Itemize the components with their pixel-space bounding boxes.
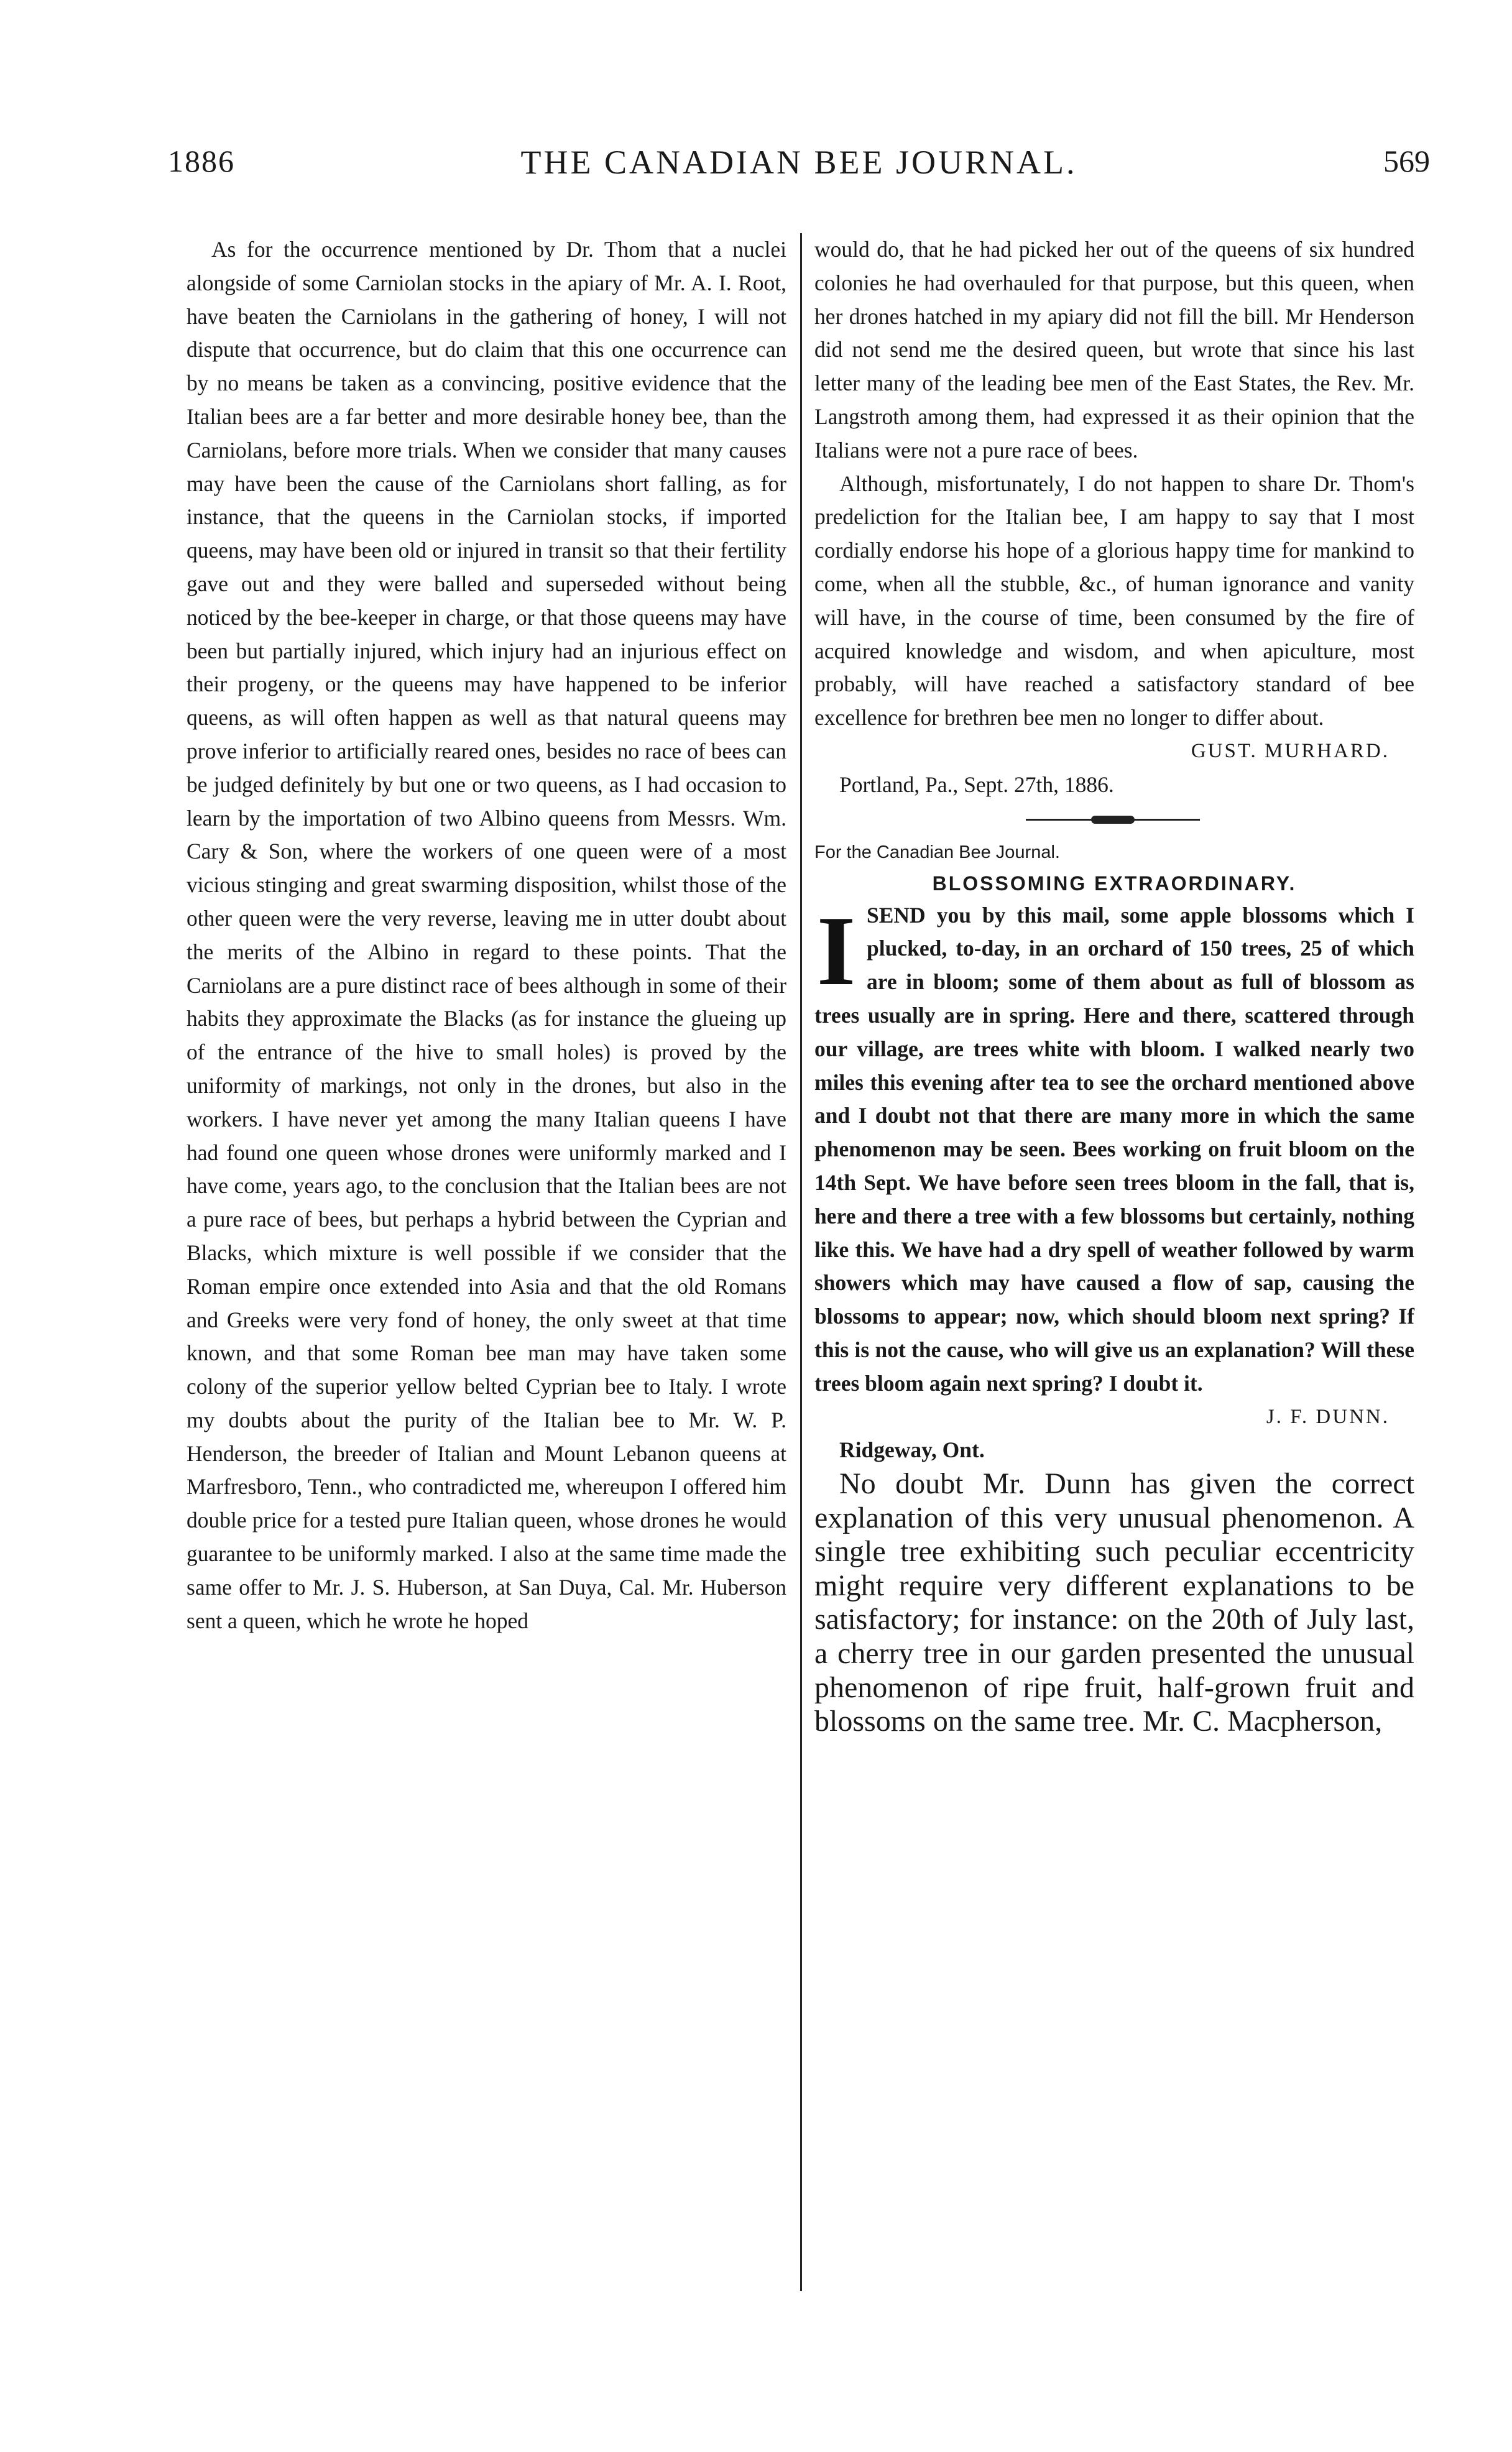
letter-signature: GUST. MURHARD. [1191,739,1390,762]
left-paragraph: As for the occurrence mentioned by Dr. Thom that a nuclei alongside of some Carniolan stocks in the apiary of Mr. A. I. Root, have beaten the Carniolans in the gathering of honey, I will not dispute that occurrence, but do claim that this one occurrence can by no means be taken as a convincing, positive evidence that the Italian bees are a far better and more desirable honey bee, than the Carniolans, before more trials. When we consider that many causes may have been the cause of the Carniolans short falling, as for instance, that the queens in the Carniolan stocks, if imported queens, may have been old or injured in transit so that their fertility gave out and they were balled and superseded without being noticed by the bee-keeper in charge, or that those queens may have been but partially injured, which injury had an injurious effect on their progeny, or the queens may have happened to be inferior queens, as will often happen as well as that natural queens may prove inferior to artificially reared ones, besides no race of bees can be judged definitely by but one or two queens, as I had occasion to learn by the importation of two Albino queens from Messrs. Wm. Cary & Son, where the workers of one queen were of a most vicious stinging and great swarming disposition, whilst those of the other queen were the very reverse, leaving me in utter doubt about the merits of the Albino in regard to these points. That the Carniolans are a pure distinct race of bees although in some of their habits they approximate the Blacks (as for instance the glueing up of the entrance of the hive to small holes) is proved by the uniformity of markings, not only in the drones, but also in the workers. I have never yet among the many Italian queens I have had found one queen whose drones were uniformly marked and I have come, years ago, to the conclusion that the Italian bees are not a pure race of bees, but perhaps a hybrid between the Cyprian and Blacks, which mixture is well possible if we consider that the Roman empire once extended into Asia and that the old Romans and Greeks were very fond of honey, the only sweet at that time known, and that some Roman bee man may have taken some colony of the superior yellow belted Cyprian bee to Italy. I wrote my doubts about the purity of the Italian bee to Mr. W. P. Henderson, the breeder of Italian and Mount Lebanon queens at Marfresboro, Tenn., who contradicted me, whereupon I offered him double price for a tested pure Italian queen, whose drones he would guarantee to be uniformly marked. I also at the same time made the same offer to Mr. J. S. Huberson, at San Duya, Cal. Mr. Huberson sent a queen, which he wrote he hoped [187,237,786,1633]
page-number: 569 [1383,144,1430,178]
journal-title: THE CANADIAN BEE JOURNAL. [520,144,1077,181]
page-header [168,143,1430,193]
letter-place-date: Portland, Pa., Sept. 27th, 1886. [839,772,1114,797]
article-body: SEND you by this mail, some apple blossoms which I plucked, to-day, in an orchard of 150 trees, 25 of which are in bloom; some of them about as full of blossom as trees usually are in spring. Here and there, scattered through our village, are trees white with bloom. I walked nearly two miles this evening after tea to see the orchard mentioned above and I doubt not that there are many more in which the same phenomenon may be seen. Bees working on fruit bloom on the 14th Sept. We have before seen trees bloom in the fall, that is, here and there a tree with a few blossoms but certainly, nothing like this. We have had a dry spell of weather followed by warm showers which may have caused a flow of sap, causing the blossoms to appear; now, which should bloom next spring? If this is not the cause, who will give us an explanation? Will these trees bloom again next spring? I doubt it. [814,902,1414,1396]
article-place: Ridgeway, Ont. [839,1437,985,1463]
article-title: BLOSSOMING EXTRAORDINARY. [932,872,1297,895]
article-signature: J. F. DUNN. [1266,1405,1390,1428]
left-column [187,233,786,1638]
drop-cap: I [816,895,856,1006]
article-body-block [814,895,1414,1401]
editor-note: No doubt Mr. Dunn has given the correct explanation of this very unusual phenomenon. A single tree exhibiting such peculiar eccentricity might require very different explanations to be satisfactory; for instance: on the 20th of July last, a cherry tree in our garden presented the unusual phenomenon of ripe fruit, half-grown fruit and blossoms on the same tree. Mr. C. Macpherson, [814,1467,1414,1738]
column-divider [800,233,802,2291]
continued-paragraph: would do, that he had picked her out of the queens of six hundred colonies he had overhauled for that purpose, but this queen, when her drones hatched in my apiary did not fill the bill. Mr Henderson did not send me the desired queen, but wrote that since his last letter many of the leading bee men of the East States, the Rev. Mr. Langstroth among them, had expressed it as their opinion that the Italians were not a pure race of bees. [814,237,1414,463]
section-divider [814,802,1414,837]
article-source: For the Canadian Bee Journal. [814,842,1060,862]
header-year: 1886 [168,144,235,178]
right-column [814,233,1414,1739]
closing-paragraph: Although, misfortunately, I do not happen to share Dr. Thom's predeliction for the Italian bee, I am happy to say that I most cordially endorse his hope of a glorious happy time for mankind to come, when all the stubble, &c., of human ignorance and vanity will have, in the course of time, been consumed by the fire of acquired knowledge and wisdom, and when apiculture, most probably, will have reached a satisfactory standard of bee excellence for brethren bee men no longer to differ about. [814,471,1414,731]
